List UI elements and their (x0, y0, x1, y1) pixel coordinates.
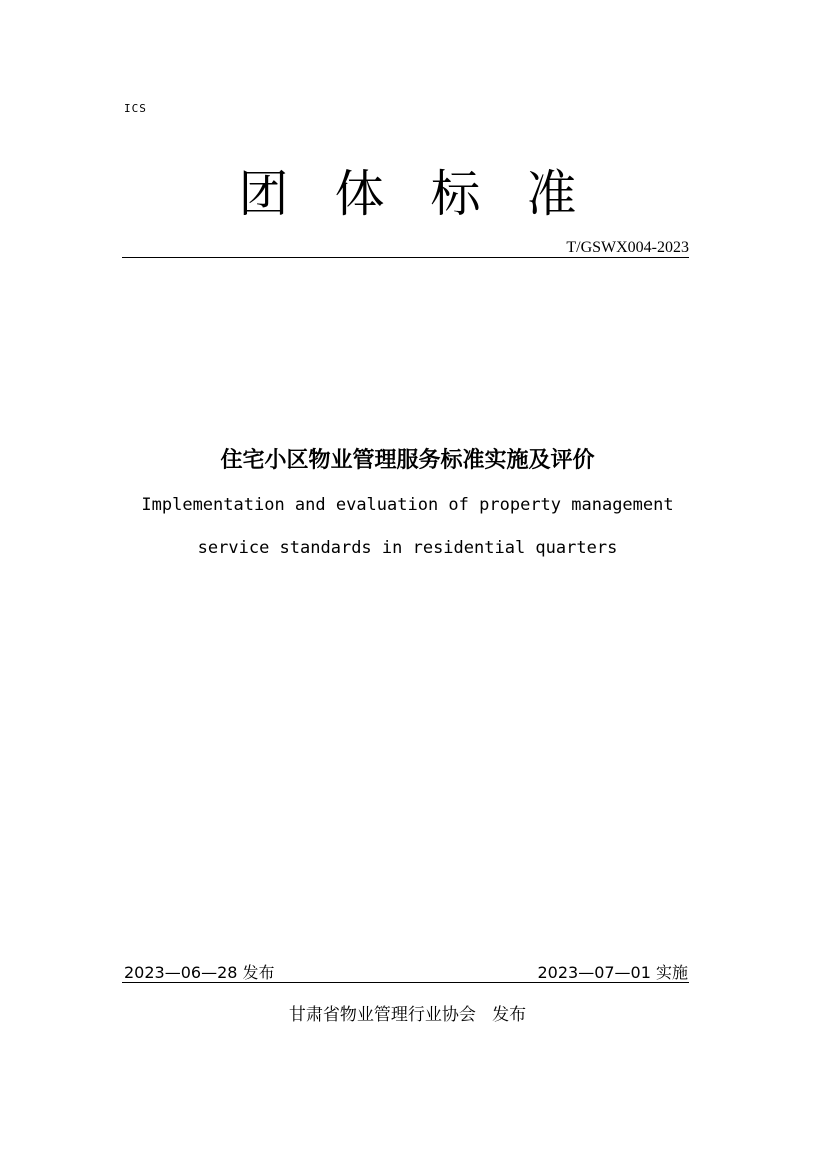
effective-date: 2023—07—01 实施 (537, 963, 688, 982)
publisher: 甘肃省物业管理行业协会 发布 (288, 1005, 527, 1025)
document-title-english-line2: service standards in residential quarters (197, 538, 618, 558)
document-title-english-line1: Implementation and evaluation of property management (141, 495, 674, 515)
header-divider (122, 257, 689, 258)
standard-number: T/GSWX004-2023 (566, 239, 689, 256)
document-title-chinese: 住宅小区物业管理服务标准实施及评价 (220, 448, 595, 473)
standard-category-title: 团体标准 (238, 165, 623, 223)
release-date: 2023—06—28 发布 (124, 963, 275, 982)
ics-label: ICS (124, 102, 147, 115)
footer-divider (122, 982, 689, 983)
